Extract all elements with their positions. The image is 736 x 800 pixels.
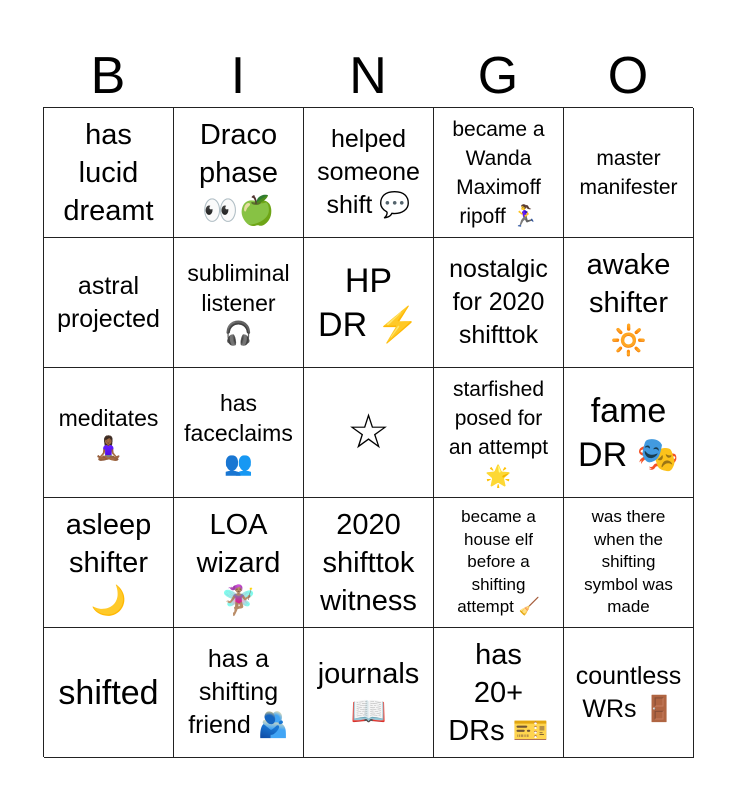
cell-text: fame DR 🎭 bbox=[578, 391, 679, 474]
cell-text: has faceclaims 👥 bbox=[184, 389, 293, 476]
bingo-cell-r5c2[interactable] bbox=[174, 628, 304, 758]
header-letter-g: G bbox=[477, 47, 519, 105]
bingo-cell-r2c3[interactable] bbox=[304, 238, 434, 368]
cell-text: became a house elf before a shifting attempt 🧹 bbox=[457, 507, 540, 617]
cell-text: meditates 🧘🏾‍♀️ bbox=[58, 404, 159, 461]
bingo-cell-r1c4[interactable] bbox=[434, 108, 564, 238]
cell-text: LOA wizard 🧚🏽‍♀️ bbox=[196, 508, 281, 617]
cell-text: has 20+ DRs 🎫 bbox=[448, 638, 549, 747]
bingo-cell-r2c2[interactable] bbox=[174, 238, 304, 368]
bingo-cell-free-star[interactable] bbox=[304, 368, 434, 498]
header-letter-b: B bbox=[90, 47, 126, 105]
bingo-cell-r2c4[interactable] bbox=[434, 238, 564, 368]
bingo-cell-r3c4[interactable] bbox=[434, 368, 564, 498]
cell-text: asleep shifter 🌙 bbox=[65, 508, 152, 617]
header-letter-n: N bbox=[349, 47, 387, 105]
cell-text: countless WRs 🚪 bbox=[575, 661, 682, 723]
cell-text: Draco phase 👀🍏 bbox=[198, 118, 278, 227]
bingo-cell-r1c2[interactable] bbox=[174, 108, 304, 238]
bingo-cell-r5c4[interactable] bbox=[434, 628, 564, 758]
bingo-cell-r5c1[interactable] bbox=[44, 628, 174, 758]
cell-text: subliminal listener 🎧 bbox=[187, 259, 290, 346]
cell-text: has a shifting friend 🫂 bbox=[188, 645, 289, 739]
bingo-cell-r4c1[interactable] bbox=[44, 498, 174, 628]
cell-text: master manifester bbox=[579, 146, 678, 199]
cell-text: shifted bbox=[58, 673, 159, 712]
cell-text: was there when the shifting symbol was made bbox=[584, 507, 673, 617]
bingo-cell-r2c5[interactable] bbox=[564, 238, 694, 368]
star-icon: ☆ bbox=[346, 405, 391, 459]
bingo-cell-r2c1[interactable] bbox=[44, 238, 174, 368]
bingo-cell-r4c4[interactable] bbox=[434, 498, 564, 628]
bingo-cell-r4c2[interactable] bbox=[174, 498, 304, 628]
cell-text: journals 📖 bbox=[317, 657, 420, 728]
cell-text: starfished posed for an attempt 🌟 bbox=[448, 377, 549, 488]
bingo-cell-r3c2[interactable] bbox=[174, 368, 304, 498]
cell-text: awake shifter 🔆 bbox=[586, 248, 671, 357]
cell-text: has lucid dreamt bbox=[63, 118, 154, 227]
bingo-cell-r1c5[interactable] bbox=[564, 108, 694, 238]
cell-text: helped someone shift 💬 bbox=[317, 125, 420, 219]
bingo-cell-r1c3[interactable] bbox=[304, 108, 434, 238]
bingo-cell-r5c3[interactable] bbox=[304, 628, 434, 758]
bingo-header bbox=[43, 44, 693, 108]
header-letter-o: O bbox=[607, 47, 649, 105]
bingo-cell-r5c5[interactable] bbox=[564, 628, 694, 758]
cell-text: nostalgic for 2020 shifttok bbox=[449, 255, 548, 349]
bingo-cell-r3c5[interactable] bbox=[564, 368, 694, 498]
bingo-grid bbox=[43, 107, 693, 757]
cell-text: astral projected bbox=[57, 271, 160, 333]
bingo-cell-r3c1[interactable] bbox=[44, 368, 174, 498]
bingo-cell-r1c1[interactable] bbox=[44, 108, 174, 238]
bingo-cell-r4c3[interactable] bbox=[304, 498, 434, 628]
cell-text: became a Wanda Maximoff ripoff 🏃‍♀️ bbox=[452, 117, 545, 228]
cell-text: 2020 shifttok witness bbox=[320, 508, 417, 617]
cell-text: HP DR ⚡ bbox=[318, 261, 419, 344]
header-letter-i: I bbox=[230, 47, 246, 105]
bingo-cell-r4c5[interactable] bbox=[564, 498, 694, 628]
